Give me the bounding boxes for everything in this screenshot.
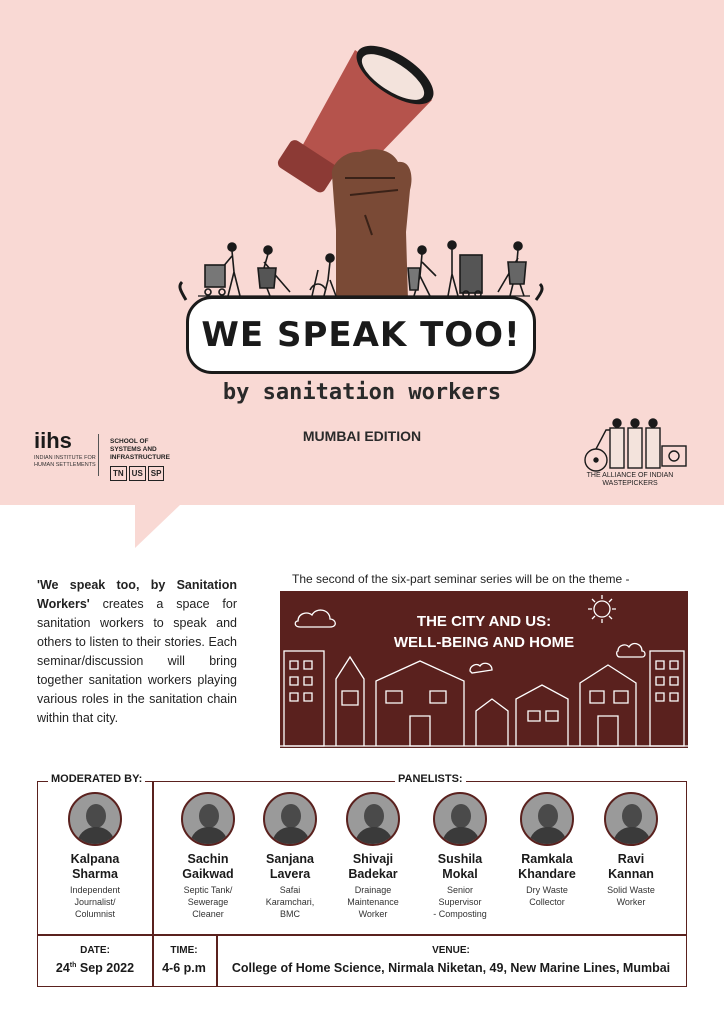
person-role: Safai Karamchari, BMC [265, 885, 315, 919]
ssis-box: US [129, 466, 146, 481]
avatar [520, 792, 574, 846]
frame-divider [38, 934, 686, 936]
person-name: Sachin Gaikwad [182, 852, 234, 881]
theme-title-line1: THE CITY AND US: [416, 613, 552, 630]
date-value: 24th Sep 2022 [55, 961, 135, 975]
raised-fist-icon [332, 149, 412, 300]
person-role: Septic Tank/ Sewerage Cleaner [183, 885, 233, 919]
intro-paragraph [37, 576, 237, 728]
person-role: Solid Waste Worker [607, 885, 655, 907]
venue-value: College of Home Science, Nirmala Niketan, 49, New Marine Lines, Mumbai [231, 961, 671, 975]
person-role: Drainage Maintenance Worker [347, 885, 399, 919]
ssis-logo [110, 438, 180, 481]
person-role: Dry Waste Collector [526, 885, 568, 907]
person-name: Shivaji Badekar [348, 852, 398, 881]
theme-title-line2: WELL-BEING AND HOME [393, 634, 575, 651]
tower-icon [336, 657, 364, 746]
edition-label: MUMBAI EDITION [302, 428, 422, 444]
iihs-logo-name: iihs [34, 428, 72, 453]
moderator-heading: MODERATED BY: [48, 773, 145, 785]
panelist-card [502, 792, 592, 908]
person-role: Independent Journalist/ Columnist [69, 885, 121, 919]
building-icon [650, 651, 684, 746]
alliance-logo-label: THE ALLIANCE OF INDIAN WASTEPICKERS [586, 472, 674, 487]
frame-divider [152, 782, 154, 934]
logo-divider [98, 434, 99, 476]
ssis-logo-boxes [110, 466, 180, 481]
panelists-heading: PANELISTS: [395, 773, 466, 785]
time-label: TIME: [170, 945, 198, 956]
person-name: Sanjana Lavera [266, 852, 314, 881]
avatar [181, 792, 235, 846]
person-name: Ramkala Khandare [518, 852, 576, 881]
iihs-logo-subtitle: INDIAN INSTITUTE FOR HUMAN SETTLEMENTS [34, 455, 96, 468]
person-name: Sushila Mokal [437, 852, 483, 881]
cloud-icon [470, 663, 492, 673]
avatar [604, 792, 658, 846]
small-house-icon [476, 699, 508, 746]
person-name: Ravi Kannan [608, 852, 654, 881]
person-role: Senior Supervisor - Composting [433, 885, 487, 919]
avatar [433, 792, 487, 846]
ssis-box: SP [148, 466, 165, 481]
avatar [346, 792, 400, 846]
house-icon [516, 685, 568, 746]
person-name: Kalpana Sharma [70, 852, 120, 881]
theme-card [280, 591, 688, 748]
ssis-box: TN [110, 466, 127, 481]
theme-lead: The second of the six-part seminar series will be on the theme - [292, 572, 630, 586]
avatar [68, 792, 122, 846]
panelist-card [415, 792, 505, 920]
panelist-card [163, 792, 253, 920]
time-value: 4-6 p.m [162, 961, 206, 975]
alliance-logo-icon [585, 419, 686, 471]
avatar [263, 792, 317, 846]
panelist-card [586, 792, 676, 908]
intro-text: creates a space for sanitation workers to speak and others to listen to their stories. Each seminar/discussion will bring together sanitation workers playing various roles in the sanitation chain within that city. [37, 597, 237, 725]
moderator-card [50, 792, 140, 920]
page-title: WE SPEAK TOO! [201, 315, 521, 355]
ssis-logo-title: SCHOOL OF SYSTEMS AND INFRASTRUCTURE [110, 438, 170, 461]
date-label: DATE: [80, 945, 110, 956]
theme-title [280, 611, 688, 653]
panelist-card [245, 792, 335, 920]
intro-bold: 'We speak too, by Sanitation Workers' [37, 578, 237, 611]
speech-bubble-tail [135, 504, 181, 548]
title-box [186, 296, 536, 374]
iihs-logo [34, 430, 104, 469]
venue-label: VENUE: [432, 945, 470, 956]
house-icon [580, 665, 636, 746]
page-subtitle: by sanitation workers [222, 380, 502, 405]
panelist-card [328, 792, 418, 920]
